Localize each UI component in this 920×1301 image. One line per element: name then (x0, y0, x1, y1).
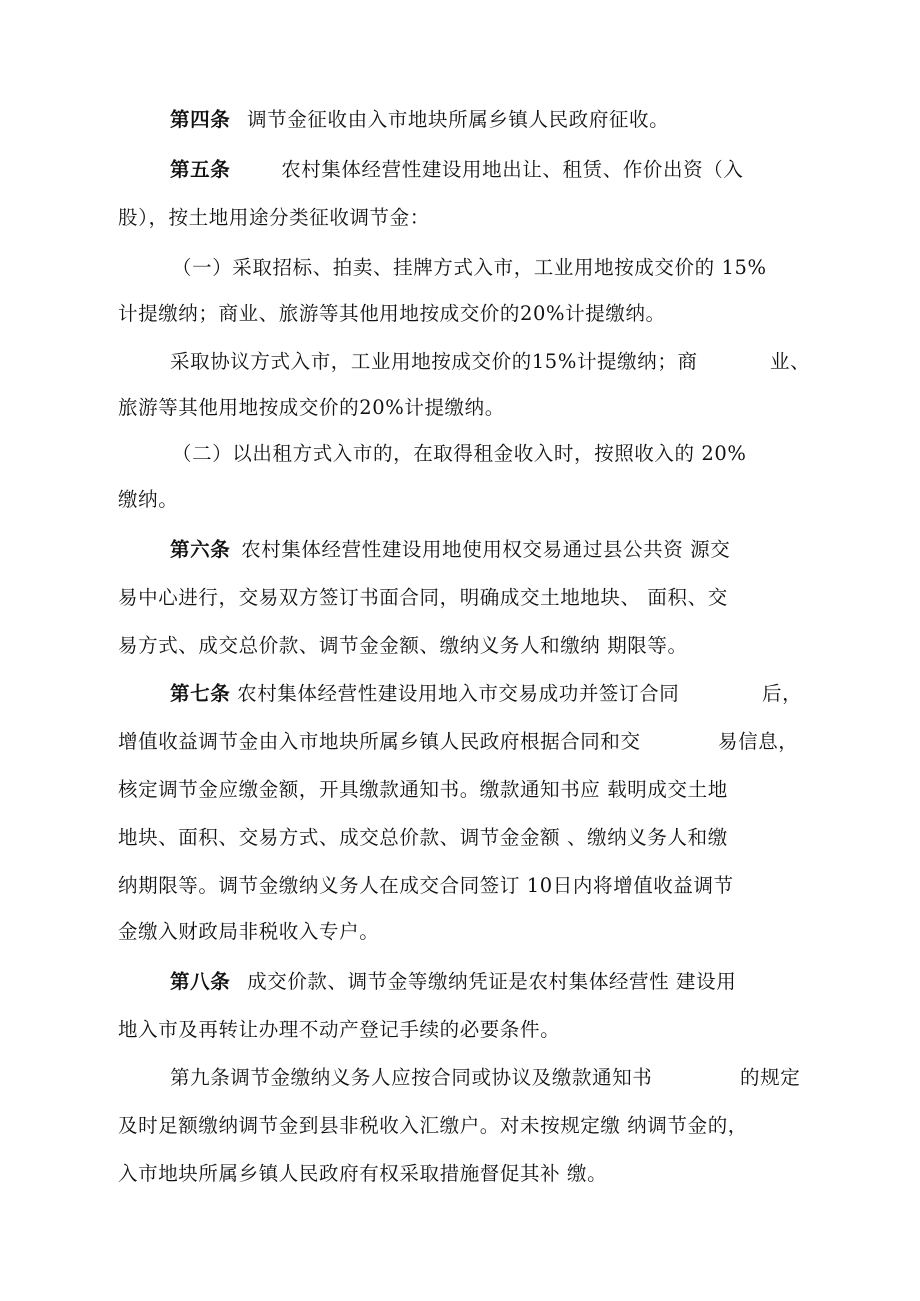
article-4-line-1 (170, 106, 669, 134)
article-7-line-1-tail: 后， (762, 682, 803, 705)
article-6-line-1 (170, 536, 730, 564)
article-7-heading: 第七条 (170, 682, 231, 705)
article-9-line-3: 入市地块所属乡镇人民政府有权采取措施督促其补 缴。 (118, 1162, 608, 1185)
article-8-heading: 第八条 (170, 970, 231, 993)
article-6-heading: 第六条 (170, 538, 231, 561)
article-5-item-1-line-1: （一）采取招标、拍卖、挂牌方式入市，工业用地按成交价的 15% (172, 256, 767, 279)
article-7-line-5: 纳期限等。调节金缴纳义务人在成交合同签订 10日内将增值收益调节 (118, 874, 734, 897)
article-5-item-1-line-2: 计提缴纳；商业、旅游等其他用地按成交价的20%计提缴纳。 (118, 302, 666, 325)
article-7-line-2-tail: 易信息， (718, 730, 799, 753)
article-7-line-1 (170, 680, 679, 708)
article-5-item-2-line-2: 缴纳。 (118, 488, 179, 511)
article-8-line-2: 地入市及再转让办理不动产登记手续的必要条件。 (118, 1018, 561, 1041)
article-7-line-6: 金缴入财政局非税收入专户。 (118, 920, 380, 943)
article-5-text-1: 农村集体经营性建设用地出让、租赁、作价出资（入 (281, 158, 744, 181)
article-9-line-2: 及时足额缴纳调节金到县非税收入汇缴户。对未按规定缴 纳调节金的， (118, 1114, 748, 1137)
article-5-item-2-line-1: （二）以出租方式入市的，在取得租金收入时，按照收入的 20% (172, 442, 747, 465)
article-5-item-1b-line-1-tail: 业、 (770, 350, 811, 373)
article-7-text-1: 农村集体经营性建设用地入市交易成功并签订合同 (237, 682, 680, 705)
article-6-text-1: 农村集体经营性建设用地使用权交易通过县公共资 源交 (241, 538, 731, 561)
article-5-item-1b-line-2: 旅游等其他用地按成交价的20%计提缴纳。 (118, 396, 505, 419)
article-7-line-3: 核定调节金应缴金额，开具缴款通知书。缴款通知书应 载明成交土地 (118, 778, 728, 801)
article-5-line-2: 股），按土地用途分类征收调节金： (118, 206, 430, 229)
article-5-line-1 (170, 156, 743, 184)
article-7-line-2: 增值收益调节金由入市地块所属乡镇人民政府根据合同和交 (118, 730, 641, 753)
article-7-line-4: 地块、面积、交易方式、成交总价款、调节金金额 、缴纳义务人和缴 (118, 826, 728, 849)
article-6-line-2: 易中心进行，交易双方签订书面合同，明确成交土地地块、 面积、交 (118, 586, 728, 609)
article-6-line-3: 易方式、成交总价款、调节金金额、缴纳义务人和缴纳 期限等。 (118, 634, 688, 657)
article-8-line-1 (170, 968, 736, 996)
article-9-line-1: 第九条调节金缴纳义务人应按合同或协议及缴款通知书 (170, 1066, 653, 1089)
article-8-text-1: 成交价款、调节金等缴纳凭证是农村集体经营性 建设用 (247, 970, 737, 993)
article-9-line-1-tail: 的规定 (740, 1066, 801, 1089)
article-4-text: 调节金征收由入市地块所属乡镇人民政府征收。 (247, 108, 670, 131)
article-4-heading: 第四条 (170, 108, 231, 131)
article-5-heading: 第五条 (170, 158, 231, 181)
article-5-item-1b-line-1: 采取协议方式入市，工业用地按成交价的15%计提缴纳；商 (170, 350, 698, 373)
